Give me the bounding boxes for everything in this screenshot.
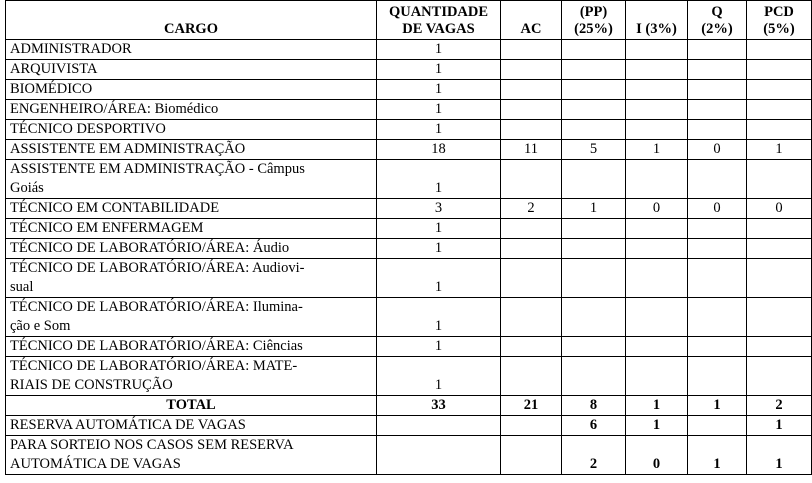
reserva-pcd: 1 [747,416,812,436]
pp-cell: 1 [562,199,626,219]
q-cell [688,298,747,337]
q-cell: 0 [688,199,747,219]
total-row [6,396,812,416]
pcd-cell: 1 [747,140,812,160]
q-cell [688,259,747,298]
sorteio-pp: 2 [562,436,626,475]
q-cell [688,219,747,239]
table-row [6,259,812,298]
q-cell [688,239,747,259]
reserva-i: 1 [626,416,688,436]
i-cell [626,60,688,80]
i-cell [626,337,688,357]
cargo-cell: ASSISTENTE EM ADMINISTRAÇÃO [6,140,377,160]
ac-cell: 11 [501,140,562,160]
cargo-cell: TÉCNICO EM CONTABILIDADE [6,199,377,219]
pcd-cell [747,298,812,337]
pp-cell [562,337,626,357]
table-row [6,219,812,239]
qtd-cell: 1 [377,219,501,239]
table-row [6,160,812,199]
reserva-pp: 6 [562,416,626,436]
q-cell [688,120,747,140]
table-row [6,40,812,60]
total-ac: 21 [501,396,562,416]
pcd-cell [747,80,812,100]
qtd-cell: 1 [377,239,501,259]
table-row [6,337,812,357]
qtd-cell: 1 [377,120,501,140]
pcd-cell [747,160,812,199]
qtd-cell: 1 [377,100,501,120]
i-cell [626,100,688,120]
i-cell [626,40,688,60]
ac-cell [501,239,562,259]
qtd-cell: 1 [377,259,501,298]
ac-cell [501,160,562,199]
pcd-cell [747,40,812,60]
pp-cell [562,219,626,239]
pp-cell [562,160,626,199]
cargo-cell: TÉCNICO DE LABORATÓRIO/ÁREA: Áudio [6,239,377,259]
cargo-cell: TÉCNICO DE LABORATÓRIO/ÁREA: Ilumina- ção e Som [6,298,377,337]
reserva-row [6,416,812,436]
sorteio-i: 0 [626,436,688,475]
i-cell [626,239,688,259]
vacancy-table [5,0,812,475]
sorteio-label: PARA SORTEIO NOS CASOS SEM RESERVA AUTOMÁTICA DE VAGAS [6,436,377,475]
pcd-cell [747,219,812,239]
header-i: I (3%) [626,1,688,40]
pcd-cell [747,60,812,80]
table-row [6,357,812,396]
pp-cell [562,357,626,396]
cargo-cell: TÉCNICO DE LABORATÓRIO/ÁREA: Audiovi- sual [6,259,377,298]
i-cell [626,120,688,140]
ac-cell: 2 [501,199,562,219]
ac-cell [501,120,562,140]
table-row [6,60,812,80]
cargo-cell: TÉCNICO DE LABORATÓRIO/ÁREA: MATE- RIAIS DE CONSTRUÇÃO [6,357,377,396]
table-row [6,199,812,219]
ac-cell [501,40,562,60]
qtd-cell: 1 [377,160,501,199]
ac-cell [501,298,562,337]
pp-cell [562,80,626,100]
reserva-label: RESERVA AUTOMÁTICA DE VAGAS [6,416,377,436]
q-cell [688,357,747,396]
pcd-cell [747,357,812,396]
pcd-cell: 0 [747,199,812,219]
qtd-cell: 1 [377,80,501,100]
pp-cell [562,239,626,259]
q-cell [688,337,747,357]
pp-cell [562,120,626,140]
ac-cell [501,219,562,239]
pp-cell [562,60,626,80]
qtd-cell: 1 [377,337,501,357]
qtd-cell: 1 [377,40,501,60]
q-cell [688,160,747,199]
pcd-cell [747,239,812,259]
total-i: 1 [626,396,688,416]
q-cell [688,60,747,80]
cargo-cell: TÉCNICO DE LABORATÓRIO/ÁREA: Ciências [6,337,377,357]
cargo-cell: ENGENHEIRO/ÁREA: Biomédico [6,100,377,120]
ac-cell [501,337,562,357]
pcd-cell [747,100,812,120]
table-row [6,120,812,140]
qtd-cell: 1 [377,298,501,337]
qtd-cell: 18 [377,140,501,160]
sorteio-row [6,436,812,475]
i-cell [626,160,688,199]
total-qtd: 33 [377,396,501,416]
i-cell [626,357,688,396]
i-cell [626,298,688,337]
ac-cell [501,60,562,80]
table-row [6,100,812,120]
ac-cell [501,357,562,396]
q-cell: 0 [688,140,747,160]
header-pcd: PCD (5%) [747,1,812,40]
cargo-cell: ASSISTENTE EM ADMINISTRAÇÃO - Câmpus Goiás [6,160,377,199]
qtd-cell: 3 [377,199,501,219]
qtd-cell: 1 [377,357,501,396]
q-cell [688,40,747,60]
header-pp: (PP) (25%) [562,1,626,40]
header-q: Q (2%) [688,1,747,40]
pcd-cell [747,337,812,357]
total-pp: 8 [562,396,626,416]
header-quantidade: QUANTIDADE DE VAGAS [377,1,501,40]
ac-cell [501,100,562,120]
cargo-cell: TÉCNICO DESPORTIVO [6,120,377,140]
table-row [6,140,812,160]
sorteio-q: 1 [688,436,747,475]
pp-cell [562,100,626,120]
cargo-cell: ADMINISTRADOR [6,40,377,60]
table-row [6,80,812,100]
ac-cell [501,80,562,100]
i-cell: 0 [626,199,688,219]
pp-cell: 5 [562,140,626,160]
q-cell [688,80,747,100]
cargo-cell: BIOMÉDICO [6,80,377,100]
total-q: 1 [688,396,747,416]
q-cell [688,100,747,120]
total-pcd: 2 [747,396,812,416]
ac-cell [501,259,562,298]
header-cargo: CARGO [6,1,377,40]
i-cell [626,80,688,100]
pcd-cell [747,120,812,140]
header-ac: AC [501,1,562,40]
table-row [6,298,812,337]
cargo-cell: ARQUIVISTA [6,60,377,80]
table-row [6,239,812,259]
total-label: TOTAL [6,396,377,416]
cargo-cell: TÉCNICO EM ENFERMAGEM [6,219,377,239]
qtd-cell: 1 [377,60,501,80]
pp-cell [562,40,626,60]
sorteio-pcd: 1 [747,436,812,475]
i-cell [626,259,688,298]
i-cell [626,219,688,239]
i-cell: 1 [626,140,688,160]
header-row [6,1,812,40]
pp-cell [562,259,626,298]
pcd-cell [747,259,812,298]
pp-cell [562,298,626,337]
